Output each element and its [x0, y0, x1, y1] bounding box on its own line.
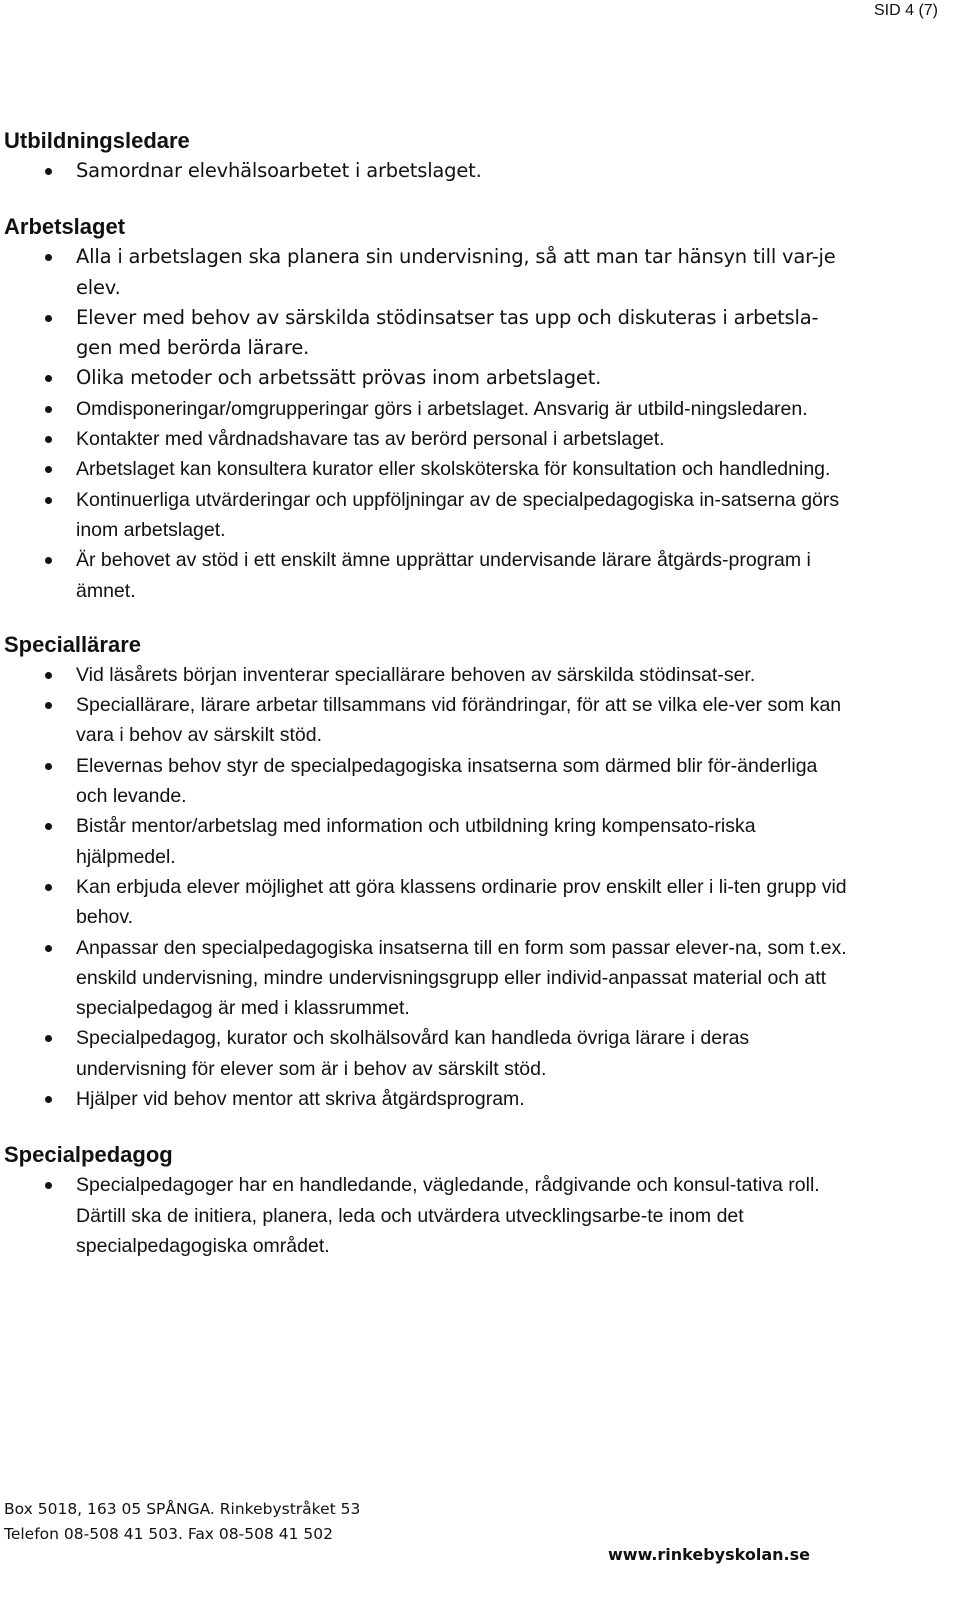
section-heading: Arbetslaget — [4, 214, 126, 240]
list-item: Elever med behov av särskilda stödinsatser tas upp och diskuteras i arbetsla-gen med berörda lärare. — [4, 303, 854, 364]
footer-phone: Telefon 08-508 41 503. Fax 08-508 41 502 — [4, 1525, 333, 1543]
bullet-list — [4, 1170, 854, 1261]
list-item: Alla i arbetslagen ska planera sin undervisning, så att man tar hänsyn till var-je elev. — [4, 242, 854, 303]
list-item: Samordnar elevhälsoarbetet i arbetslaget. — [4, 156, 854, 186]
list-item: Hjälper vid behov mentor att skriva åtgärdsprogram. — [4, 1084, 854, 1114]
bullet-list — [4, 156, 854, 186]
section-heading: Speciallärare — [4, 631, 141, 657]
section-heading: Specialpedagog — [4, 1142, 173, 1168]
list-item: Elevernas behov styr de specialpedagogiska insatserna som därmed blir för-änderliga och levande. — [4, 751, 854, 812]
list-item: Vid läsårets början inventerar speciallärare behoven av särskilda stödinsat-ser. — [4, 660, 854, 690]
footer-contact — [4, 1497, 360, 1547]
list-item: Arbetslaget kan konsultera kurator eller skolsköterska för konsultation och handledning. — [4, 454, 854, 484]
section-arbetslaget — [4, 212, 854, 606]
section-speciallarare — [4, 630, 854, 1114]
list-item: Kan erbjuda elever möjlighet att göra klassens ordinarie prov enskilt eller i li-ten grupp vid behov. — [4, 872, 854, 933]
footer-website-link[interactable]: www.rinkebyskolan.se — [608, 1545, 810, 1564]
list-item: Olika metoder och arbetssätt prövas inom arbetslaget. — [4, 363, 854, 393]
list-item: Bistår mentor/arbetslag med information och utbildning kring kompensato-riska hjälpmedel. — [4, 811, 854, 872]
list-item: Är behovet av stöd i ett enskilt ämne upprättar undervisande lärare åtgärds-program i ämnet. — [4, 545, 854, 606]
list-item: Specialpedagog, kurator och skolhälsovård kan handleda övriga lärare i deras undervisning för elever som är i behov av särskilt stöd. — [4, 1023, 854, 1084]
list-item: Anpassar den specialpedagogiska insatserna till en form som passar elever-na, som t.ex. enskild undervisning, mindre undervisningsgrupp eller individ-anpassat material och att specialpedagog är med i klassrummet. — [4, 933, 854, 1024]
list-item: Omdisponeringar/omgrupperingar görs i arbetslaget. Ansvarig är utbild-ningsledaren. — [4, 394, 854, 424]
list-item: Kontakter med vårdnadshavare tas av berörd personal i arbetslaget. — [4, 424, 854, 454]
list-item: Specialpedagoger har en handledande, vägledande, rådgivande och konsul-tativa roll. Därtill ska de initiera, planera, leda och utvärdera utvecklingsarbe-te inom det specialpedagogiska området. — [4, 1170, 854, 1261]
bullet-list — [4, 660, 854, 1114]
section-specialpedagog — [4, 1140, 854, 1261]
footer-address: Box 5018, 163 05 SPÅNGA. Rinkebystråket 53 — [4, 1500, 361, 1518]
section-utbildningsledare — [4, 126, 854, 186]
page-number: SID 4 (7) — [873, 2, 938, 19]
list-item: Kontinuerliga utvärderingar och uppföljningar av de specialpedagogiska in-satserna görs inom arbetslaget. — [4, 485, 854, 546]
section-heading: Utbildningsledare — [4, 128, 190, 153]
list-item: Speciallärare, lärare arbetar tillsammans vid förändringar, för att se vilka ele-ver som kan vara i behov av särskilt stöd. — [4, 690, 854, 751]
document-body — [4, 126, 854, 1261]
bullet-list — [4, 242, 854, 606]
